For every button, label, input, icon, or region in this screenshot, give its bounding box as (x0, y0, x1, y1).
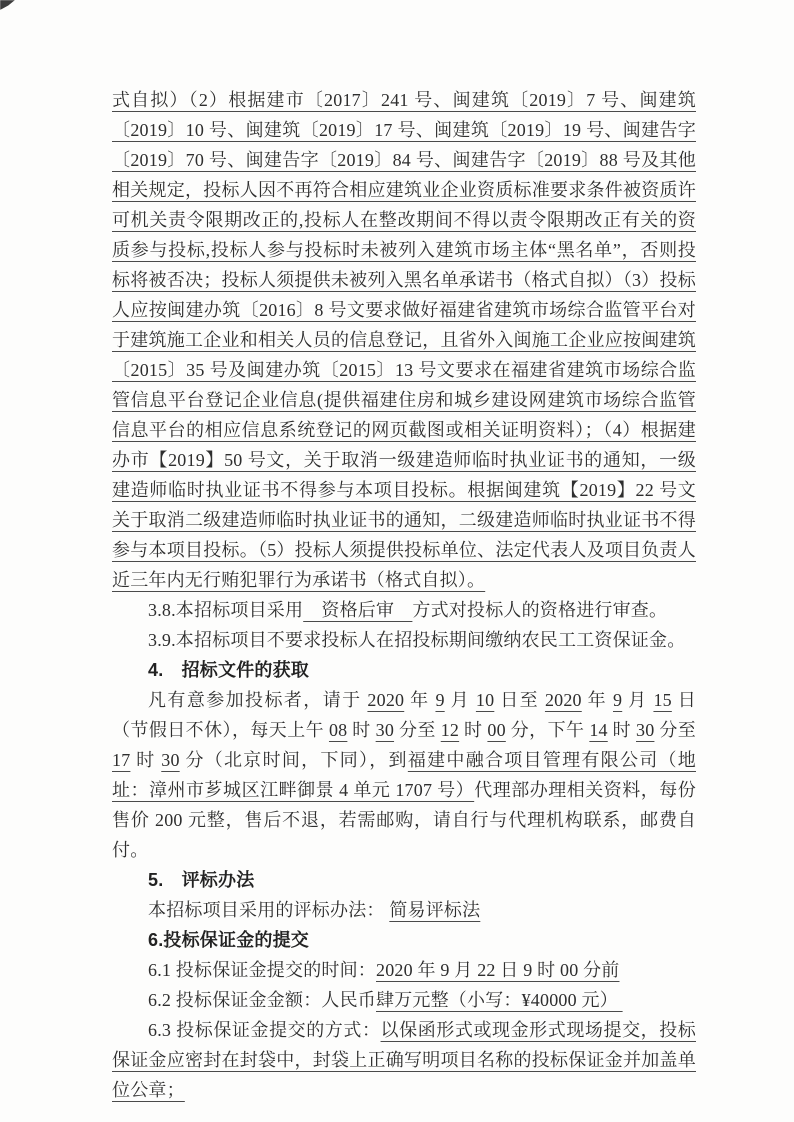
underlined-text-run: 资格后审 (303, 600, 413, 620)
text-run: 6.1 投标保证金提交的时间： (148, 960, 376, 980)
clause-continued-qualification (112, 85, 696, 595)
text-run: 4. 招标文件的获取 (148, 660, 310, 680)
underlined-text-run: 9 (435, 690, 445, 710)
text-run: 年 (404, 690, 436, 710)
clause-6-1-security-time (112, 955, 696, 985)
underlined-text-run: 2020 年 9 月 22 日 9 时 00 分前 (376, 960, 620, 980)
underlined-text-run: 17 (112, 750, 131, 770)
para-5-evaluation-method (112, 895, 696, 925)
heading-5-evaluation-method (112, 865, 696, 895)
text-run: 时 (347, 720, 376, 740)
text-run: 本招标项目采用的评标办法： (148, 900, 390, 920)
text-run: 年 (581, 690, 613, 710)
text-run: 6.2 投标保证金金额：人民币 (148, 990, 376, 1010)
heading-6-bid-security (112, 925, 696, 955)
underlined-text-run: 福建中融合项目管理有限公司（地址：漳州市芗城区江畔御景 4 单元 1707 号） (112, 750, 696, 800)
underlined-text-run: 10 (475, 690, 495, 710)
text-run: 时 (607, 720, 637, 740)
text-run: 分（北京时间，下同），到 (179, 750, 408, 770)
text-run: 5. 评标办法 (148, 870, 255, 890)
text-run: 3.9.本招标项目不要求投标人在招投标期间缴纳农民工工资保证金。 (148, 630, 686, 650)
clause-3-9-wage-guarantee (112, 625, 696, 655)
text-run: 月 (444, 690, 476, 710)
underlined-text-run: 9 (613, 690, 623, 710)
text-run: 分，下午 (505, 720, 590, 740)
document-content (112, 85, 701, 1105)
underlined-text-run: 肆万元整（小写：¥40000 元） (376, 990, 623, 1010)
text-run: 3.8.本招标项目采用 (148, 600, 304, 620)
underlined-text-run: 30 (161, 750, 180, 770)
text-run: 凡有意参加投标者，请于 (148, 690, 368, 710)
heading-4-document-acquisition (112, 655, 696, 685)
text-run: 代理部办理相关资料，每份售价 200 元整，售后不退，若需邮购，请自行与代理机构联系，邮费自付。 (112, 780, 696, 860)
underlined-text-run: 30 (375, 720, 395, 740)
underlined-text-run: 2020 (367, 690, 405, 710)
underlined-text-run: 式自拟）（2）根据建市〔2017〕241 号、闽建筑〔2019〕7 号、闽建筑〔2019〕10 号、闽建筑〔2019〕17 号、闽建筑〔2019〕19 号、闽建告字〔2019〕70 号、闽建告字〔2019〕84 号、闽建告字〔2019〕88 号及其他相关规定，投标人因不再符合相应建筑业企业资质标准要求条件被资质许可机关责令限期改正的,投标人在整改期间不得以责令限期改正有关的资质参与投标,投标人参与投标时未被列入建筑市场主体“黑名单”，否则投标将被否决；投标人须提供未被列入黑名单承诺书（格式自拟）（3）投标人应按闽建办筑〔2016〕8 号文要求做好福建省建筑市场综合监管平台对于建筑施工企业和相关人员的信息登记，且省外入闽施工企业应按闽建筑〔2015〕35 号及闽建办筑〔2015〕13 号文要求在福建省建筑市场综合监管信息平台登记企业信息(提供福建住房和城乡建设网建筑市场综合监管信息平台的相应信息系统登记的网页截图或相关证明资料）；（4）根据建办市【2019】50 号文，关于取消一级建造师临时执业证书的通知，一级建造师临时执业证书不得参与本项目投标。根据闽建筑【2019】22 号文关于取消二级建造师临时执业证书的通知，二级建造师临时执业证书不得参与本项目投标。（5）投标人须提供投标单位、法定代表人及项目负责人近三年内无行贿犯罪行为承诺书（格式自拟）。 (112, 90, 696, 590)
text-run: 月 (622, 690, 654, 710)
text-run: 日（节假日不休），每天上午 (112, 690, 696, 740)
text-run: 6.3 投标保证金提交的方式： (148, 1020, 381, 1040)
underlined-text-run: 2020 (544, 690, 582, 710)
underlined-text-run: 15 (653, 690, 672, 710)
underlined-text-run: 12 (440, 720, 460, 740)
text-run: 时 (459, 720, 488, 740)
text-run: 6.投标保证金的提交 (148, 930, 310, 950)
text-run: 方式对投标人的资格进行审查。 (412, 600, 668, 620)
clause-6-3-security-method (112, 1015, 696, 1105)
underlined-text-run: 14 (589, 720, 608, 740)
underlined-text-run: 简易评标法 (389, 900, 481, 920)
text-run: 分至 (654, 720, 701, 740)
underlined-text-run: 以保函形式或现金形式现场提交，投标保证金应密封在封袋中，封袋上正确写明项目名称的投标保证金并加盖单位公章； (112, 1020, 696, 1100)
underlined-text-run: 08 (328, 720, 348, 740)
text-run: 日至 (494, 690, 545, 710)
clause-6-2-security-amount (112, 985, 696, 1015)
scan-corner-artifact (0, 0, 15, 10)
clause-3-8-qualification-review (112, 595, 696, 625)
text-run: 时 (130, 750, 162, 770)
underlined-text-run: 30 (636, 720, 655, 740)
underlined-text-run: 00 (487, 720, 506, 740)
para-4-acquisition-details (112, 685, 701, 865)
text-run: 分至 (394, 720, 441, 740)
